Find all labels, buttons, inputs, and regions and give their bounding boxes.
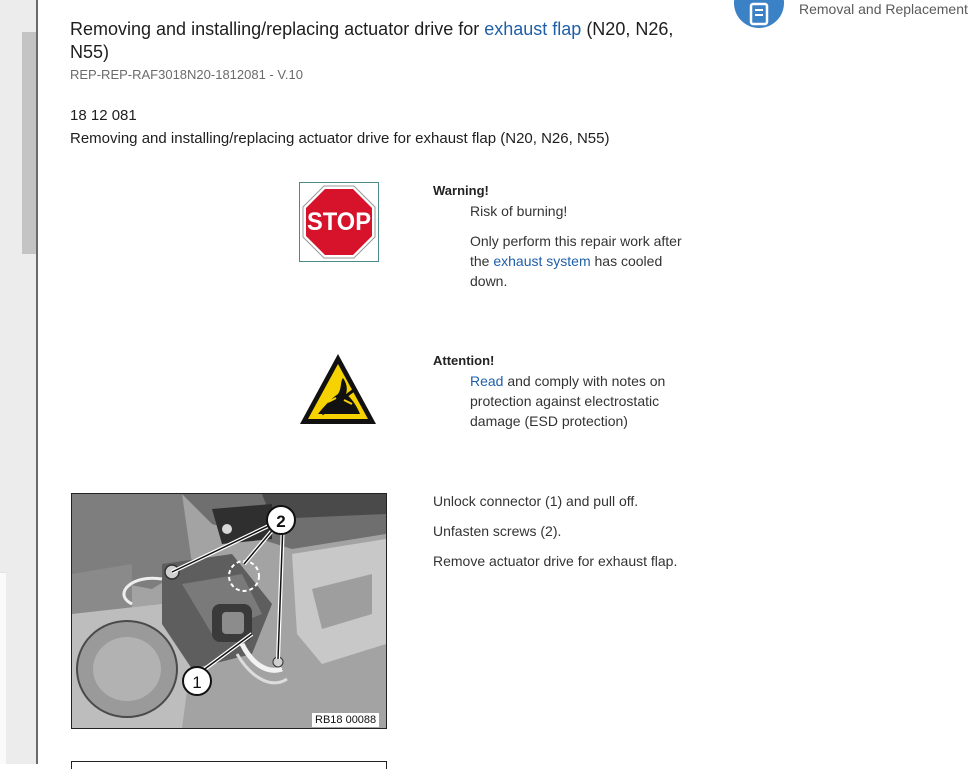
exhaust-flap-link[interactable]: exhaust flap — [484, 19, 582, 39]
warning-line-1: Risk of burning! — [470, 203, 568, 219]
removal-replacement-label[interactable]: Removal and Replacement — [799, 1, 968, 17]
step-2: Unfasten screws (2). — [433, 523, 562, 539]
stop-sign-text: STOP — [307, 208, 371, 236]
repair-manual-icon[interactable] — [734, 0, 784, 28]
left-panel — [0, 0, 38, 764]
warning-line-2 — [470, 231, 700, 291]
warning-line-2-suffix: has cooled down. — [470, 253, 663, 289]
section-number: 18 12 081 — [70, 107, 137, 124]
next-figure-frame — [71, 761, 387, 769]
stop-sign-icon — [299, 182, 379, 262]
esd-warning-icon — [298, 352, 378, 426]
attention-heading: Attention! — [433, 353, 495, 368]
attention-text — [470, 371, 700, 431]
document-code: REP-REP-RAF3018N20-1812081 - V.10 — [70, 67, 303, 82]
step-3: Remove actuator drive for exhaust flap. — [433, 553, 678, 569]
attention-body: and comply with notes on protection against electrostatic damage (ESD protection) — [470, 373, 666, 429]
figure-label: RB18 00088 — [312, 713, 379, 727]
step-1: Unlock connector (1) and pull off. — [433, 493, 639, 509]
warning-line-2-prefix: Only perform this repair work after the — [470, 233, 682, 269]
page-title — [70, 18, 710, 64]
scrollbar-thumb[interactable] — [22, 32, 36, 254]
actuator-figure — [71, 493, 387, 729]
callout-1-text: 1 — [192, 673, 202, 692]
callout-2-text: 2 — [276, 512, 286, 531]
title-prefix: Removing and installing/replacing actuator drive for — [70, 19, 485, 39]
exhaust-system-link[interactable]: exhaust system — [493, 253, 591, 269]
left-panel-card — [0, 572, 6, 764]
esd-read-link[interactable]: Read — [470, 373, 504, 389]
section-title: Removing and installing/replacing actuator drive for exhaust flap (N20, N26, N55) — [70, 130, 610, 147]
title-suffix: (N20, N26, N55) — [70, 19, 674, 62]
warning-heading: Warning! — [433, 183, 489, 198]
